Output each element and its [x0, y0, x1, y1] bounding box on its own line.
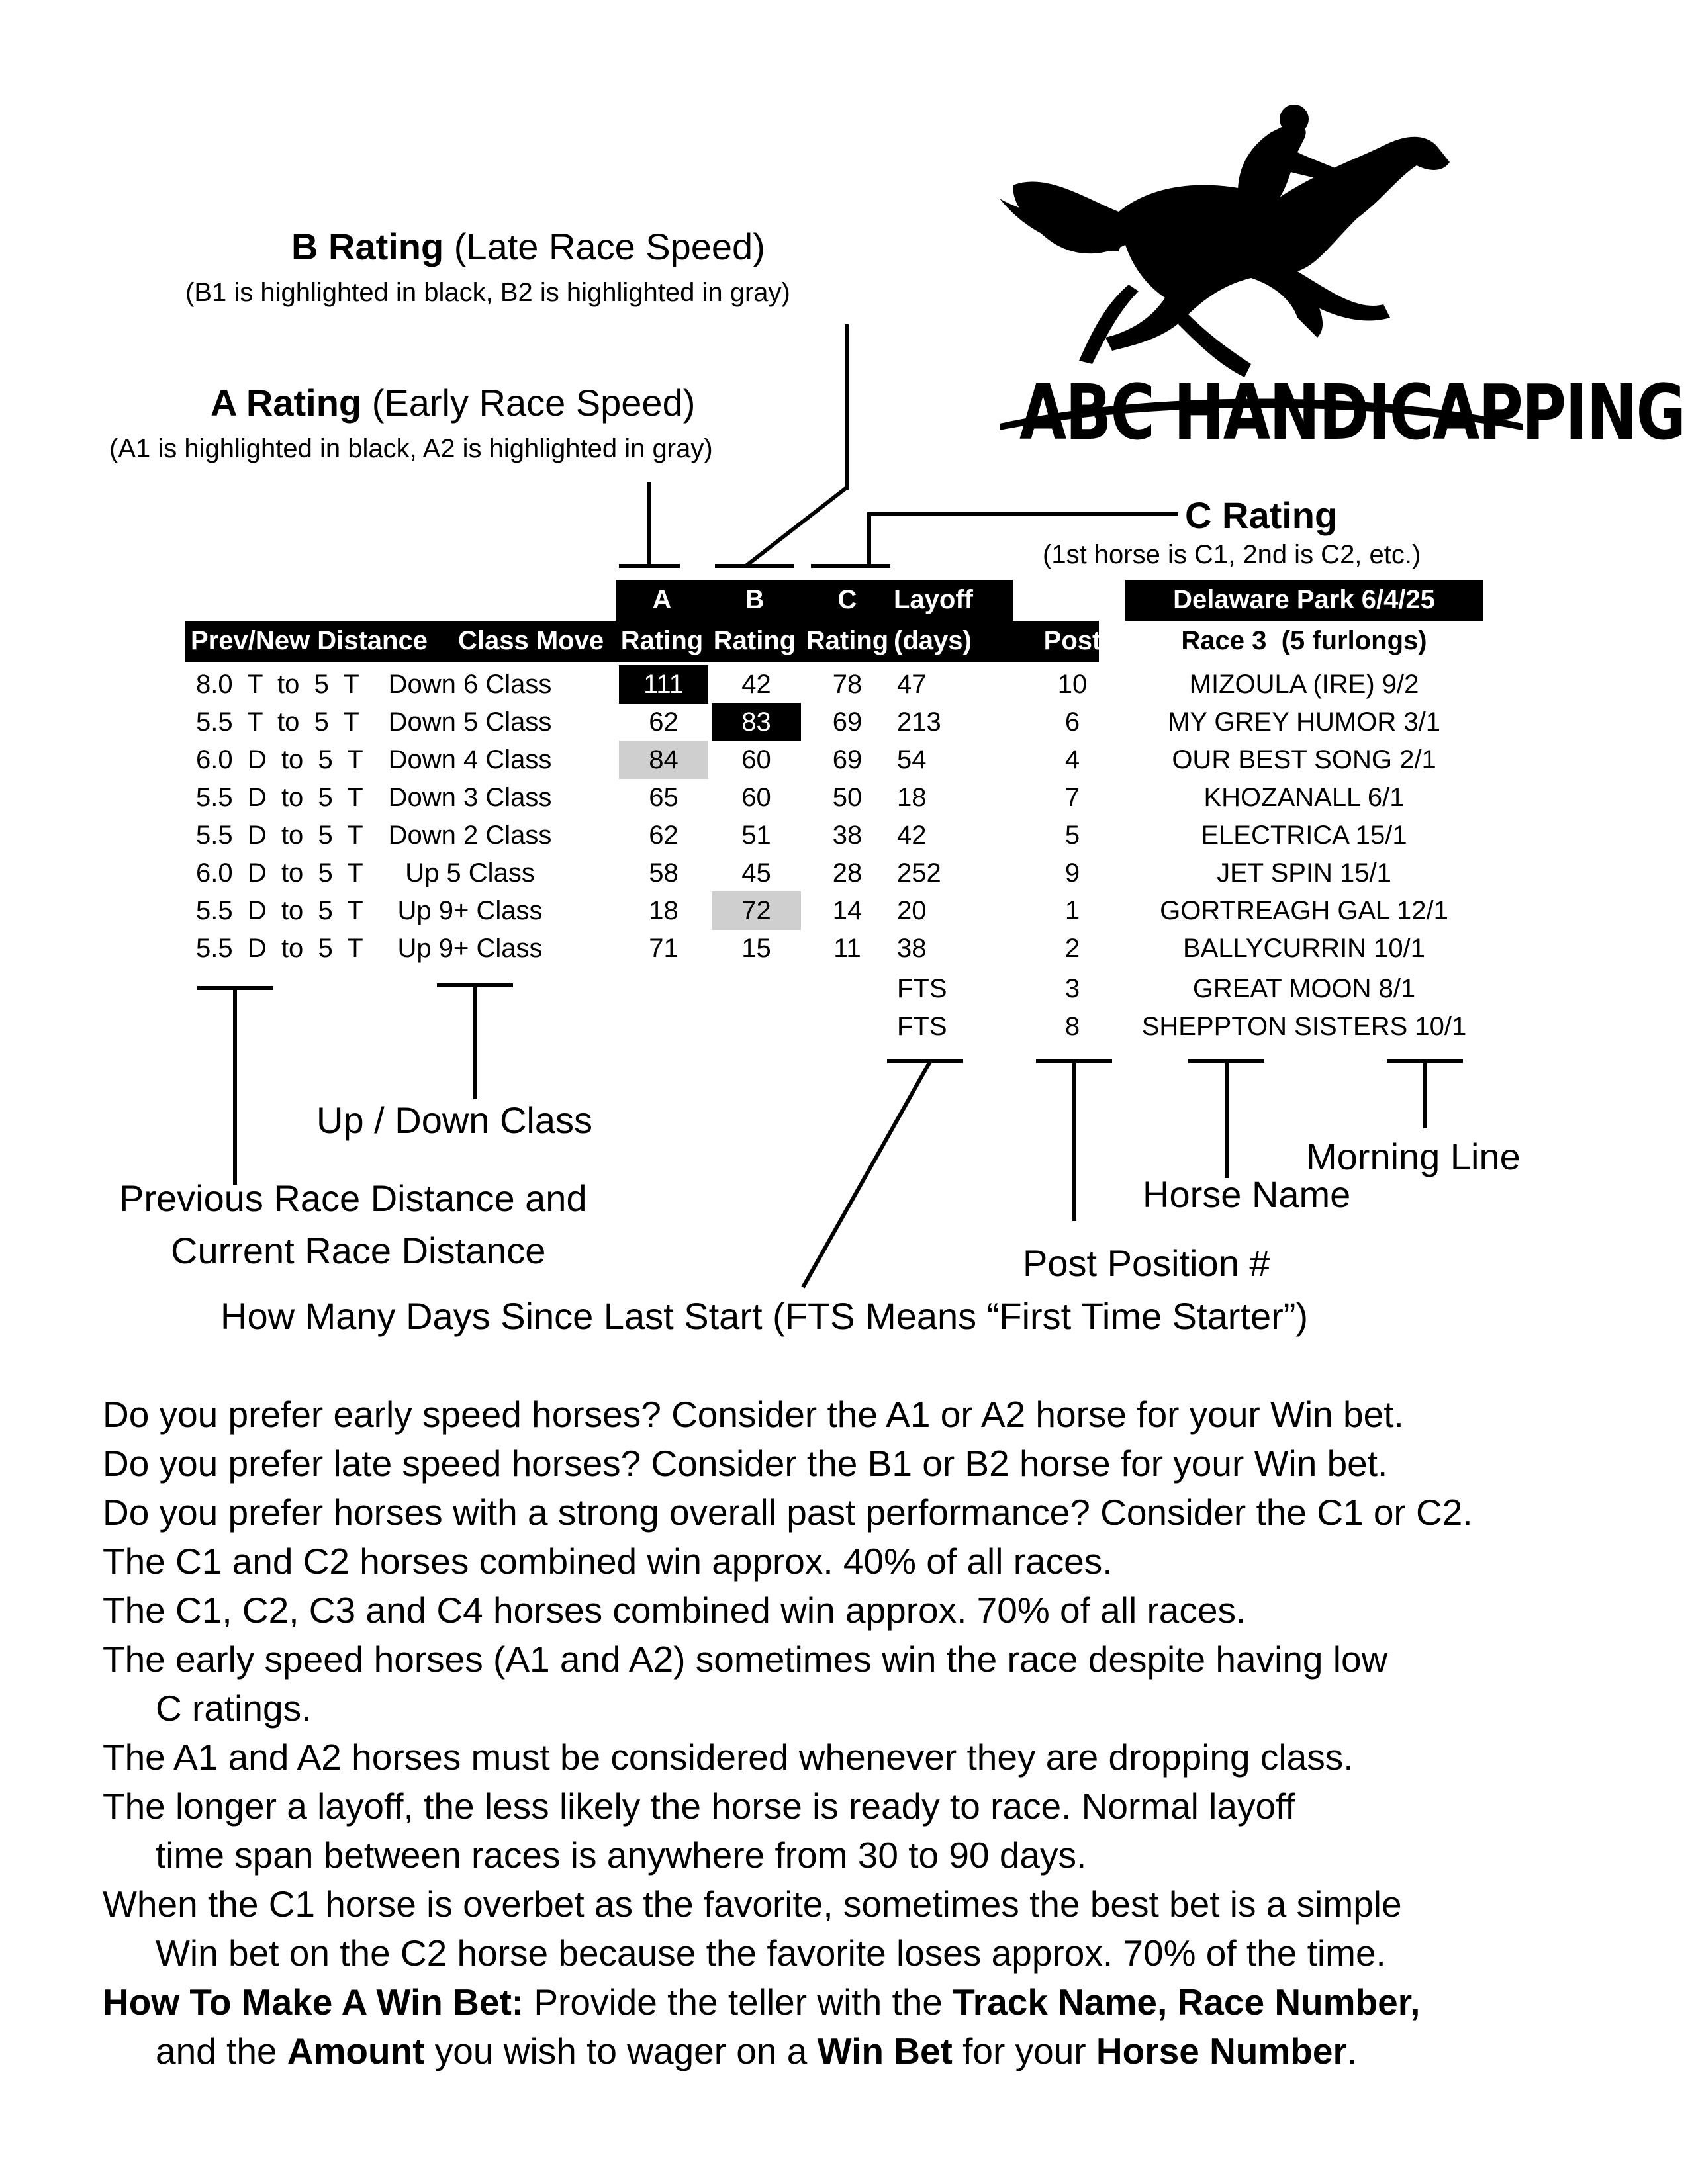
cell-class — [371, 1007, 569, 1046]
cell-c: 78 — [832, 670, 863, 699]
a-rating-subtitle: (A1 is highlighted in black, A2 is highlighted in gray) — [109, 434, 713, 463]
cell-dist: 5.5 D to 5 T — [196, 934, 363, 963]
track-date-header: Delaware Park 6/4/25 — [1173, 585, 1435, 614]
cell-c: 50 — [832, 783, 863, 812]
cell-class: Down 6 Class — [388, 670, 552, 699]
cell-post: 1 — [1064, 896, 1080, 925]
col-layoff-top-header: Layoff — [894, 585, 973, 614]
cell-horse: GORTREAGH GAL 12/1 — [1160, 896, 1448, 925]
col-a-top-header: A — [652, 585, 672, 614]
cell-post: 10 — [1057, 670, 1088, 699]
c-rating-connector-bracket — [811, 564, 890, 568]
tip-layoff-line1: The longer a layoff, the less likely the horse is ready to race. Normal layoff — [103, 1786, 1295, 1827]
cell-post: 3 — [1064, 974, 1080, 1003]
c-rating-connector-vertical — [867, 512, 871, 565]
cell-horse: KHOZANALL 6/1 — [1203, 783, 1405, 812]
cell-c: 38 — [832, 821, 863, 850]
b-rating-connector-diagonal — [741, 483, 854, 569]
b-rating-title: B Rating (Late Race Speed) — [291, 226, 765, 267]
cell-dist: 6.0 D to 5 T — [196, 745, 363, 774]
col-b-header: Rating — [713, 626, 796, 655]
cell-a — [619, 970, 708, 1008]
cell-layoff: 47 — [897, 670, 927, 699]
cell-horse: MY GREY HUMOR 3/1 — [1168, 707, 1440, 737]
cell-c: 69 — [832, 707, 863, 737]
layoff-connector-diagonal — [798, 1059, 937, 1291]
cell-dist — [196, 1007, 388, 1046]
tip-early-speed: Do you prefer early speed horses? Consider the A1 or A2 horse for your Win bet. — [103, 1394, 1404, 1435]
cell-post: 6 — [1064, 707, 1080, 737]
cell-class: Down 5 Class — [388, 707, 552, 737]
col-class-move-header: Class Move — [458, 626, 604, 655]
c-rating-title: C Rating — [1185, 494, 1338, 536]
cell-layoff: FTS — [897, 1012, 947, 1041]
cell-b: 60 — [741, 745, 771, 774]
cell-layoff: 18 — [897, 783, 927, 812]
cell-horse: ELECTRICA 15/1 — [1201, 821, 1407, 850]
cell-post: 5 — [1064, 821, 1080, 850]
cell-class: Down 3 Class — [388, 783, 552, 812]
cell-a: 111 — [619, 665, 708, 704]
cell-b: 15 — [741, 934, 771, 963]
cell-post: 8 — [1064, 1012, 1080, 1041]
cell-b: 83 — [712, 703, 801, 741]
cell-horse: MIZOULA (IRE) 9/2 — [1189, 670, 1419, 699]
win-bet-instructions-line1: How To Make A Win Bet: Provide the teller with the Track Name, Race Number, — [103, 1981, 1421, 2023]
cell-dist: 5.5 D to 5 T — [196, 821, 363, 850]
cell-layoff: FTS — [897, 974, 947, 1003]
cell-layoff: 38 — [897, 934, 927, 963]
cell-b: 72 — [712, 891, 801, 930]
cell-c: 11 — [833, 934, 861, 963]
tip-late-speed: Do you prefer late speed horses? Consider the B1 or B2 horse for your Win bet. — [103, 1443, 1388, 1484]
cell-class: Down 2 Class — [388, 821, 552, 850]
tip-layoff-line2: time span between races is anywhere from 30 to 90 days. — [156, 1835, 1087, 1876]
cell-layoff: 213 — [897, 707, 941, 737]
cell-c: 69 — [832, 745, 863, 774]
cell-a: 71 — [649, 934, 679, 963]
col-layoff-header: (days) — [894, 626, 972, 655]
col-c-top-header: C — [837, 585, 857, 614]
cell-b: 51 — [741, 821, 771, 850]
cell-horse: OUR BEST SONG 2/1 — [1172, 745, 1436, 774]
tip-overbet-line1: When the C1 horse is overbet as the favorite, sometimes the best bet is a simple — [103, 1884, 1402, 1925]
cell-post: 7 — [1064, 783, 1080, 812]
post-connector-vertical — [1072, 1059, 1076, 1221]
distance-connector-vertical — [233, 986, 237, 1185]
horse-name-label: Horse Name — [1143, 1173, 1351, 1215]
a-rating-connector-bracket — [619, 564, 680, 568]
cell-horse: JET SPIN 15/1 — [1217, 858, 1391, 887]
cell-horse: BALLYCURRIN 10/1 — [1182, 934, 1426, 963]
distance-label-line1: Previous Race Distance and — [119, 1177, 587, 1219]
col-post-header: Post — [1043, 626, 1102, 655]
cell-a: 84 — [619, 741, 708, 779]
tip-early-speed-low-c-line2: C ratings. — [156, 1688, 312, 1729]
cell-b: 45 — [741, 858, 771, 887]
cell-class: Up 9+ Class — [397, 934, 543, 963]
c-rating-connector-horizontal — [867, 512, 1178, 516]
cell-post: 2 — [1064, 934, 1080, 963]
cell-post: 9 — [1064, 858, 1080, 887]
post-position-label: Post Position # — [1023, 1242, 1270, 1284]
cell-b — [712, 1007, 801, 1046]
win-bet-instructions-line2: and the Amount you wish to wager on a Win Bet for your Horse Number. — [156, 2030, 1358, 2071]
win-bet-label: How To Make A Win Bet: — [103, 1981, 524, 2023]
morning-line-label: Morning Line — [1306, 1136, 1521, 1177]
cell-b: 60 — [741, 783, 771, 812]
cell-b: 42 — [741, 670, 771, 699]
cell-layoff: 20 — [897, 896, 927, 925]
cell-dist: 6.0 D to 5 T — [196, 858, 363, 887]
cell-class — [371, 970, 569, 1008]
col-a-header: Rating — [620, 626, 704, 655]
col-distance-header: Prev/New Distance — [191, 626, 428, 655]
cell-a: 58 — [649, 858, 679, 887]
tip-dropping-class: The A1 and A2 horses must be considered whenever they are dropping class. — [103, 1737, 1354, 1778]
race-header: Race 3 (5 furlongs) — [1181, 626, 1427, 655]
cell-dist: 5.5 D to 5 T — [196, 896, 363, 925]
horse-name-connector-vertical — [1225, 1059, 1229, 1178]
brand-name: ABC HANDICAPPING — [1019, 368, 1685, 457]
tip-early-speed-low-c-line1: The early speed horses (A1 and A2) sometimes win the race despite having low — [103, 1639, 1388, 1680]
tip-past-performance: Do you prefer horses with a strong overall past performance? Consider the C1 or C2. — [103, 1492, 1473, 1533]
cell-dist: 5.5 T to 5 T — [196, 707, 359, 737]
cell-a: 18 — [649, 896, 679, 925]
cell-b — [712, 970, 801, 1008]
col-c-header: Rating — [806, 626, 889, 655]
cell-dist: 5.5 D to 5 T — [196, 783, 363, 812]
b-rating-subtitle: (B1 is highlighted in black, B2 is highlighted in gray) — [185, 278, 790, 307]
cell-c: 28 — [832, 858, 863, 887]
cell-a: 62 — [649, 707, 679, 737]
cell-horse: SHEPPTON SISTERS 10/1 — [1141, 1012, 1467, 1041]
cell-layoff: 54 — [897, 745, 927, 774]
b-rating-connector-vertical — [845, 324, 849, 490]
days-since-label: How Many Days Since Last Start (FTS Means “First Time Starter”) — [220, 1295, 1309, 1337]
cell-class: Down 4 Class — [388, 745, 552, 774]
col-b-top-header: B — [745, 585, 765, 614]
cell-dist: 8.0 T to 5 T — [196, 670, 359, 699]
cell-horse: GREAT MOON 8/1 — [1192, 974, 1416, 1003]
cell-c: 14 — [832, 896, 863, 925]
cell-post: 4 — [1064, 745, 1080, 774]
c-rating-subtitle: (1st horse is C1, 2nd is C2, etc.) — [1043, 540, 1421, 569]
cell-class: Up 5 Class — [405, 858, 535, 887]
tip-overbet-line2: Win bet on the C2 horse because the favorite loses approx. 70% of the time. — [156, 1933, 1386, 1974]
cell-class: Up 9+ Class — [397, 896, 543, 925]
distance-label-line2: Current Race Distance — [171, 1230, 546, 1271]
tip-c1-c2: The C1 and C2 horses combined win approx. 40% of all races. — [103, 1541, 1113, 1582]
up-down-class-label: Up / Down Class — [316, 1099, 593, 1141]
cell-c — [804, 970, 890, 1008]
cell-a: 62 — [649, 821, 679, 850]
class-connector-vertical — [473, 983, 477, 1099]
morning-line-connector-vertical — [1423, 1059, 1427, 1128]
cell-a — [619, 1007, 708, 1046]
tip-c1-c4: The C1, C2, C3 and C4 horses combined win approx. 70% of all races. — [103, 1590, 1246, 1631]
cell-layoff: 252 — [897, 858, 941, 887]
a-rating-connector-vertical — [647, 482, 651, 567]
cell-c — [804, 1007, 890, 1046]
cell-a: 65 — [649, 783, 679, 812]
cell-layoff: 42 — [897, 821, 927, 850]
a-rating-title: A Rating (Early Race Speed) — [211, 382, 696, 424]
b-rating-connector-bracket — [715, 564, 794, 568]
